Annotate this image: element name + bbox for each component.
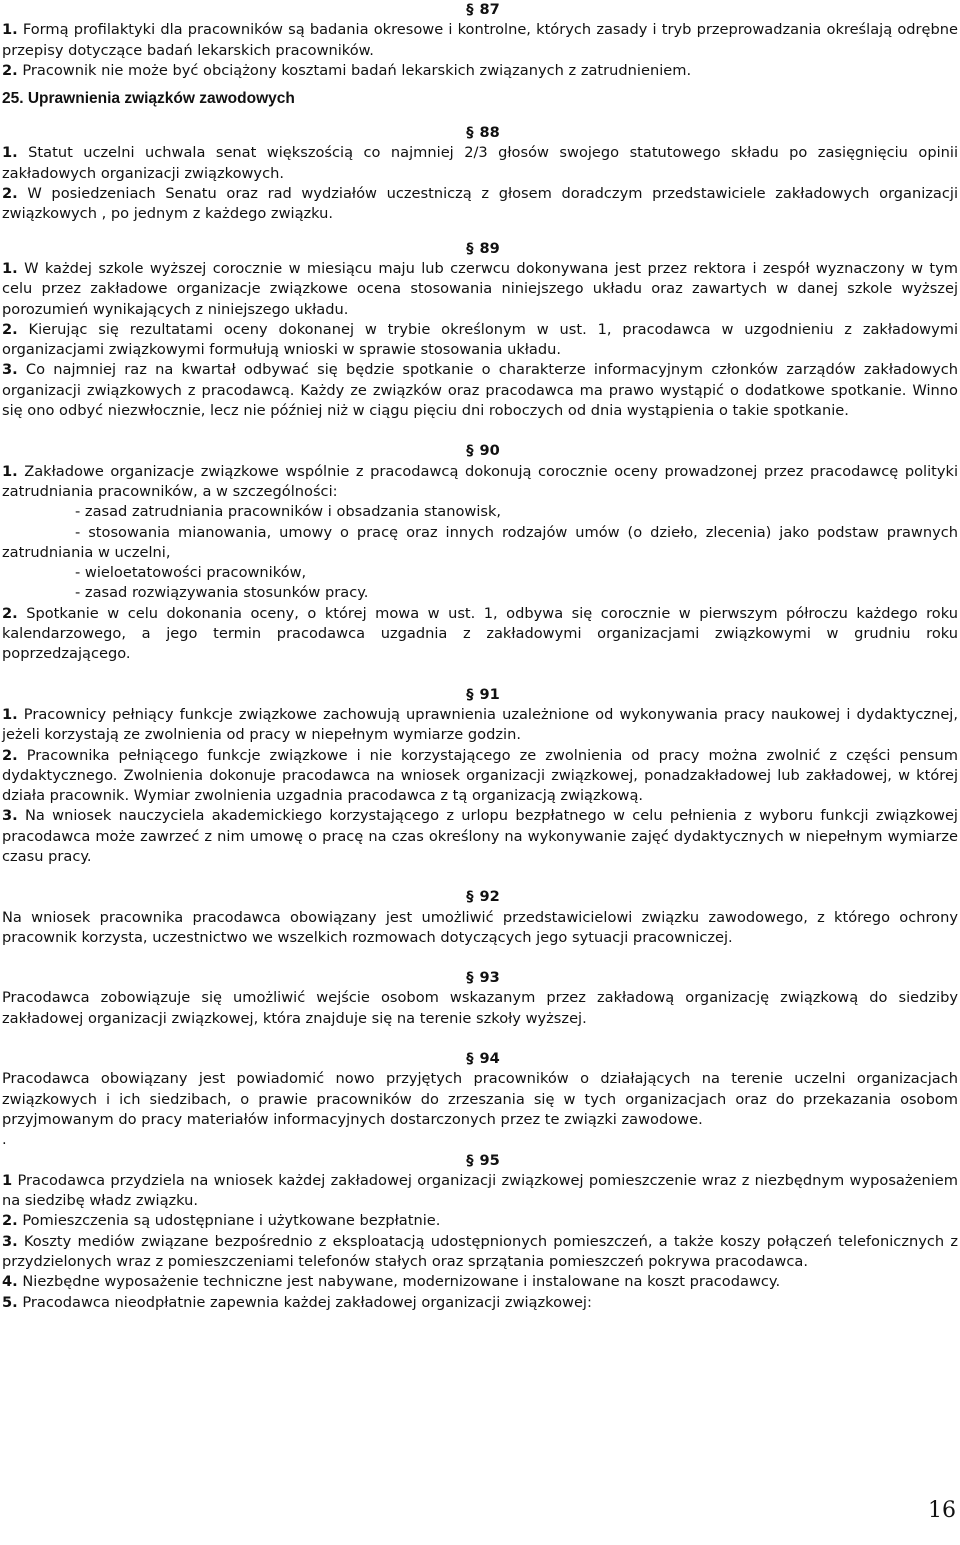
paragraph-text: Statut uczelni uchwala senat większością co najmniej 2/3 głosów swojego statutowego składu po zasięgnięciu opinii zakładowych organizacji związkowych. (2, 144, 958, 182)
section-number: 95 (479, 1151, 500, 1169)
section-heading (2, 239, 958, 259)
paragraph-text: Co najmniej raz na kwartał odbywać się będzie spotkanie o charakterze informacyjnym członków zarządów zakładowych organizacji związkowych z pracodawcą. Każdy ze związków oraz pracodawca ma prawo wystąpić o dodatkowe spotkanie. Winno się ono odbyć niezwłocznie, lecz nie później niż w ciągu pięciu dni roboczych od dnia wystąpienia o takie spotkanie. (2, 361, 958, 420)
section-symbol: § (466, 124, 474, 142)
paragraph-number: 1. (2, 144, 18, 162)
section-88 (2, 89, 958, 224)
section-heading (2, 0, 958, 20)
paragraph (2, 806, 958, 867)
paragraph (2, 1211, 958, 1231)
paragraph (2, 1272, 958, 1292)
paragraph (2, 20, 958, 61)
section-heading (2, 887, 958, 907)
document-page (2, 0, 958, 1313)
paragraph-text: Pracodawca obowiązany jest powiadomić nowo przyjętych pracowników o działających na terenie uczelni organizacjach związkowych i ich siedzibach, o prawie pracowników do zrzeszania się w tych organizacjach oraz do przekazania osobom przyjmowanym do pracy materiałów informacyjnych dostarczonych przez te związki zawodowe. (2, 1070, 958, 1128)
paragraph-number: 1. (2, 462, 18, 480)
paragraph-text: Pracownik nie może być obciążony kosztami badań lekarskich związanych z zatrudnieniem. (17, 61, 692, 79)
section-symbol: § (466, 442, 474, 460)
section-heading (2, 1151, 958, 1171)
paragraph-number: 2. (2, 746, 18, 764)
section-heading (2, 968, 958, 988)
paragraph (2, 259, 958, 320)
paragraph (2, 1232, 958, 1273)
section-90 (2, 441, 958, 664)
paragraph-text: Pomieszczenia są udostępniane i użytkowane bezpłatnie. (17, 1212, 441, 1230)
section-symbol: § (466, 1, 474, 18)
paragraph-text: Pracodawca zobowiązuje się umożliwić wejście osobom wskazanym przez zakładową organizację związkową do siedziby zakładowej organizacji związkowej, która znajduje się na terenie szkoły wyższej. (2, 989, 958, 1027)
paragraph-number: 3. (2, 361, 18, 379)
paragraph (2, 462, 958, 503)
section-91 (2, 685, 958, 868)
list-item: - zasad zatrudniania pracowników i obsadzania stanowisk, (75, 503, 502, 521)
section-symbol: § (466, 969, 474, 987)
list-item: - wieloetatowości pracowników, (75, 564, 307, 582)
paragraph-number: 1. (2, 705, 18, 723)
paragraph (2, 705, 958, 746)
paragraph (2, 1069, 958, 1130)
paragraph-text: Pracownika pełniącego funkcje związkowe i nie korzystającego ze zwolnienia od pracy można zwolnić z części pensum dydaktycznego. Zwolnienia dokonuje pracodawca na wniosek organizacji związkowej, ponadzakładowej lub zakładowej, w której działa pracownik. Wymiar zwolnienia uzgadnia pracodawca z tą organizacją związkową. (2, 746, 958, 805)
section-heading (2, 123, 958, 143)
section-symbol: § (466, 1050, 474, 1068)
paragraph (2, 988, 958, 1029)
section-heading (2, 441, 958, 461)
section-number: 92 (479, 888, 500, 906)
section-number: 88 (479, 124, 500, 142)
paragraph (2, 1293, 958, 1313)
paragraph-text: Niezbędne wyposażenie techniczne jest nabywane, modernizowane i instalowane na koszt pracodawcy. (17, 1273, 781, 1291)
paragraph-text: W każdej szkole wyższej corocznie w miesiącu maju lub czerwcu dokonywana jest przez rektora i zespół wyznaczony w tym celu przez zakładowe organizacje związkowe ocena stosowania niniejszego układu oraz zawartych w danej szkole wyższej porozumień wynikających z niniejszego układu. (2, 259, 958, 318)
paragraph-text: Na wniosek nauczyciela akademickiego korzystającego z urlopu bezpłatnego w celu pełnienia z wyboru funkcji związkowej pracodawca może zawrzeć z nim umowę o pracę na czas określony na wykonywanie zajęć dydaktycznych w niepełnym wymiarze czasu pracy. (2, 807, 958, 865)
section-symbol: § (466, 239, 474, 257)
paragraph-text: Spotkanie w celu dokonania oceny, o której mowa w ust. 1, odbywa się corocznie w pierwszym półroczu każdego roku kalendarzowego, a jego termin pracodawca uzgadnia z zakładowymi organizacjami związkowymi w grudniu roku poprzedzającego. (2, 604, 958, 663)
section-symbol: § (466, 685, 474, 703)
paragraph-number: 2. (2, 320, 18, 338)
section-number: 94 (479, 1050, 500, 1068)
paragraph-text: W posiedzeniach Senatu oraz rad wydziałów uczestniczą z głosem doradczym przedstawiciele zakładowych organizacji związkowych , po jednym z każdego związku. (2, 185, 958, 223)
paragraph-number: 5. (2, 1293, 18, 1311)
chapter-heading: 25. Uprawnienia związków zawodowych (2, 90, 295, 108)
section-number: 91 (479, 685, 500, 703)
section-93 (2, 968, 958, 1029)
page-number: 16 (928, 1498, 956, 1523)
paragraph-number: 2. (2, 61, 18, 79)
paragraph-number: 1. (2, 21, 18, 39)
section-symbol: § (466, 1151, 474, 1169)
section-95 (2, 1151, 958, 1313)
section-number: 89 (479, 239, 500, 257)
section-heading (2, 1049, 958, 1069)
paragraph-text: Formą profilaktyki dla pracowników są badania okresowe i kontrolne, których zasady i tryb przeprowadzania określają odrębne przepisy dotyczące badań lekarskich pracowników. (2, 21, 958, 59)
paragraph (2, 360, 958, 421)
paragraph-number: 3. (2, 1232, 18, 1250)
paragraph-number: 3. (2, 807, 18, 825)
section-number: 93 (479, 969, 500, 987)
paragraph-text: Pracodawca nieodpłatnie zapewnia każdej zakładowej organizacji związkowej: (17, 1293, 592, 1311)
stray-dot: . (2, 1131, 7, 1149)
paragraph-text: Pracodawca przydziela na wniosek każdej zakładowej organizacji związkowej pomieszczenie wraz z niezbędnym wyposażeniem na siedzibę władz związku. (2, 1171, 958, 1210)
paragraph-number: 2. (2, 185, 18, 203)
paragraph-text: Koszty mediów związane bezpośrednio z eksploatacją udostępnionych pomieszczeń, a także koszy połączeń telefonicznych z przydzielonych wraz z pomieszczeniami telefonów stałych oraz sprzątania pomieszczeń pokrywa pracodawca. (2, 1232, 958, 1271)
list-item: - zasad rozwiązywania stosunków pracy. (75, 584, 369, 602)
section-number: 87 (479, 1, 500, 18)
paragraph-number: 4. (2, 1273, 18, 1291)
list-item: - stosowania mianowania, umowy o pracę oraz innych rodzajów umów (o dzieło, zlecenia) jako podstaw prawnych zatrudniania w uczelni, (2, 523, 958, 561)
paragraph (2, 143, 958, 184)
paragraph-text: Kierując się rezultatami oceny dokonanej w trybie określonym w ust. 1, pracodawca w uzgodnieniu z zakładowymi organizacjami związkowymi formułują wnioski w sprawie stosowania układu. (2, 320, 958, 359)
paragraph-text: Zakładowe organizacje związkowe wspólnie z pracodawcą dokonują corocznie oceny prowadzonej przez pracodawcę polityki zatrudniania pracowników, a w szczególności: (2, 462, 958, 500)
paragraph-number: 2. (2, 1212, 18, 1230)
section-92 (2, 887, 958, 948)
paragraph-number: 1. (2, 259, 18, 277)
section-89 (2, 239, 958, 422)
paragraph-text: Na wniosek pracownika pracodawca obowiązany jest umożliwić przedstawicielowi związku zawodowego, z którego ochrony pracownik korzysta, uczestnictwo we wszelkich rozmowach dotyczących jego sytuacji pracowniczej. (2, 908, 958, 946)
criteria-list (2, 502, 958, 603)
section-94 (2, 1049, 958, 1150)
paragraph (2, 1171, 958, 1212)
paragraph (2, 61, 958, 81)
paragraph-number: 2. (2, 604, 18, 622)
paragraph (2, 184, 958, 225)
paragraph (2, 746, 958, 807)
paragraph (2, 604, 958, 665)
section-number: 90 (479, 442, 500, 460)
section-symbol: § (466, 888, 474, 906)
paragraph-number: 1 (2, 1171, 13, 1189)
section-87 (2, 0, 958, 81)
paragraph (2, 320, 958, 361)
paragraph (2, 908, 958, 949)
section-heading (2, 685, 958, 705)
paragraph-text: Pracownicy pełniący funkcje związkowe zachowują uprawnienia uzależnione od wykonywania pracy naukowej i dydaktycznej, jeżeli korzystają ze zwolnienia od pracy w niepełnym wymiarze godzin. (2, 705, 958, 744)
